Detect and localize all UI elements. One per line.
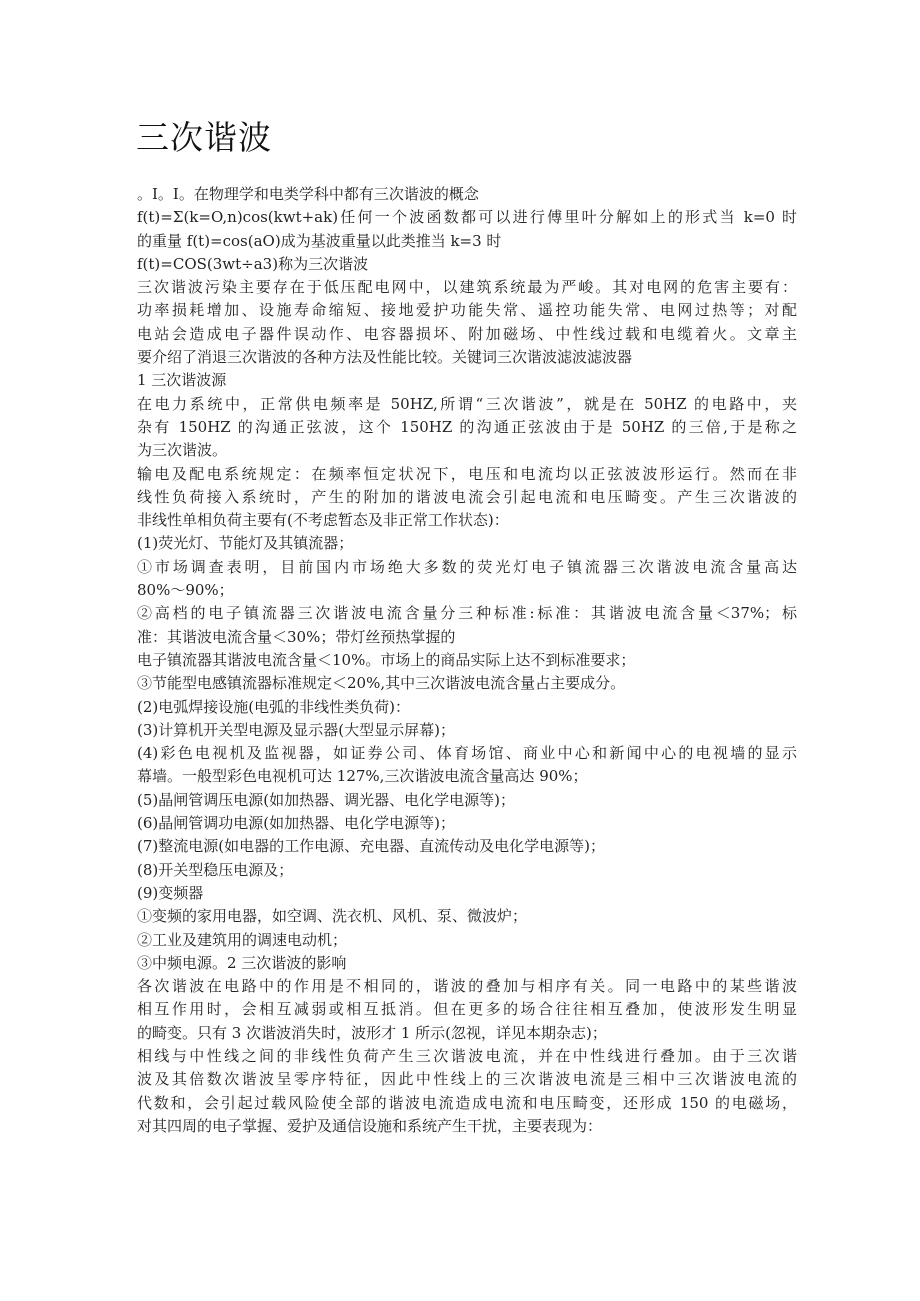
text-line: (2)电弧焊接设施(电弧的非线性类负荷)： (137, 697, 410, 716)
text-line: 在电力系统中，正常供电频率是 50HZ,所谓“三次谐波”，就是在 50HZ 的电路中，夹 (137, 394, 797, 413)
text-line: f(t)=COS(3wt÷a3)称为三次谐波 (137, 254, 369, 273)
text-line: (9)变频器 (137, 883, 204, 902)
document-title: 三次谐波 (136, 118, 272, 157)
text-line: (5)晶闸管调压电源(如加热器、调光器、电化学电源等)； (137, 790, 515, 809)
text-line: (4)彩色电视机及监视器，如证券公司、体育场馆、商业中心和新闻中心的电视墙的显示 (137, 744, 797, 763)
text-line: (1)荧光灯、节能灯及其镇流器； (137, 534, 354, 553)
text-line: 要介绍了消退三次谐波的各种方法及性能比较。关键词三次谐波滤波滤波器 (137, 348, 633, 367)
text-line: ③节能型电感镇流器标准规定＜20%,其中三次谐波电流含量占主要成分。 (137, 674, 626, 693)
text-line: 三次谐波污染主要存在于低压配电网中，以建筑系统最为严峻。其对电网的危害主要有： (137, 278, 797, 297)
text-line: 输电及配电系统规定：在频率恒定状况下，电压和电流均以正弦波波形运行。然而在非 (137, 464, 797, 483)
text-line: 电站会造成电子器件误动作、电容器损坏、附加磁场、中性线过载和电缆着火。文章主 (137, 324, 797, 343)
text-line: 幕墙。一般型彩色电视机可达 127%,三次谐波电流含量高达 90%； (137, 767, 588, 786)
text-line: 电子镇流器其谐波电流含量＜10%。市场上的商品实际上达不到标准要求； (137, 650, 636, 669)
text-line: 各次谐波在电路中的作用是不相同的，谐波的叠加与相序有关。同一电路中的某些谐波 (137, 977, 797, 996)
text-line: ③中频电源。2 三次谐波的影响 (137, 953, 347, 972)
text-line: 的重量 f(t)=cos(aO)成为基波重量以此类推当 k=3 时 (137, 231, 502, 250)
text-line: f(t)=Σ(k=O,n)cos(kwt+ak)任何一个波函数都可以进行傅里叶分解如上的形式当 k=0 时 (137, 208, 797, 227)
text-line: ②高档的电子镇流器三次谐波电流含量分三种标准:标准：其谐波电流含量＜37%；标 (137, 604, 797, 623)
document-body (137, 183, 797, 1138)
text-line: 的畸变。只有 3 次谐波消失时，波形才 1 所示(忽视，详见本期杂志)； (137, 1023, 607, 1042)
text-line: 功率损耗增加、设施寿命缩短、接地爱护功能失常、遥控功能失常、电网过热等；对配 (137, 301, 797, 320)
text-line: (8)开关型稳压电源及； (137, 860, 294, 879)
text-line: 线性负荷接入系统时，产生的附加的谐波电流会引起电流和电压畸变。产生三次谐波的 (137, 487, 797, 506)
text-line: 准：其谐波电流含量＜30%；带灯丝预热掌握的 (137, 627, 456, 646)
text-line: ②工业及建筑用的调速电动机； (137, 930, 348, 949)
text-line: ①市场调查表明，目前国内市场绝大多数的荧光灯电子镇流器三次谐波电流含量高达 (137, 557, 797, 576)
text-line: 1 三次谐波源 (137, 371, 227, 390)
text-line: ①变频的家用电器，如空调、洗衣机、风机、泵、微波炉； (137, 907, 528, 926)
text-line: 杂有 150HZ 的沟通正弦波，这个 150HZ 的沟通正弦波由于是 50HZ 的三倍,于是称之 (137, 417, 797, 436)
text-line: 。I。I。在物理学和电类学科中都有三次谐波的概念 (137, 185, 479, 203)
text-line: 对其四周的电子掌握、爱护及通信设施和系统产生干扰，主要表现为： (137, 1116, 603, 1135)
text-line: 相互作用时，会相互减弱或相互抵消。但在更多的场合往往相互叠加，使波形发生明显 (137, 1000, 797, 1019)
text-line: 80%～90%； (137, 581, 234, 600)
text-line: 非线性单相负荷主要有(不考虑暂态及非正常工作状态)： (137, 511, 509, 530)
text-line: 相线与中性线之间的非线性负荷产生三次谐波电流，并在中性线进行叠加。由于三次谐 (137, 1046, 797, 1065)
text-line: 代数和，会引起过载风险使全部的谐波电流造成电流和电压畸变，还形成 150 的电磁场， (137, 1093, 797, 1112)
text-line: 波及其倍数次谐波呈零序特征，因此中性线上的三次谐波电流是三相中三次谐波电流的 (137, 1070, 797, 1089)
text-line: 为三次谐波。 (137, 441, 228, 460)
text-line: (6)晶闸管调功电源(如加热器、电化学电源等)； (137, 814, 455, 833)
text-line: (7)整流电源(如电器的工作电源、充电器、直流传动及电化学电源等)； (137, 837, 605, 856)
text-line: (3)计算机开关型电源及显示器(大型显示屏幕)； (137, 720, 455, 739)
